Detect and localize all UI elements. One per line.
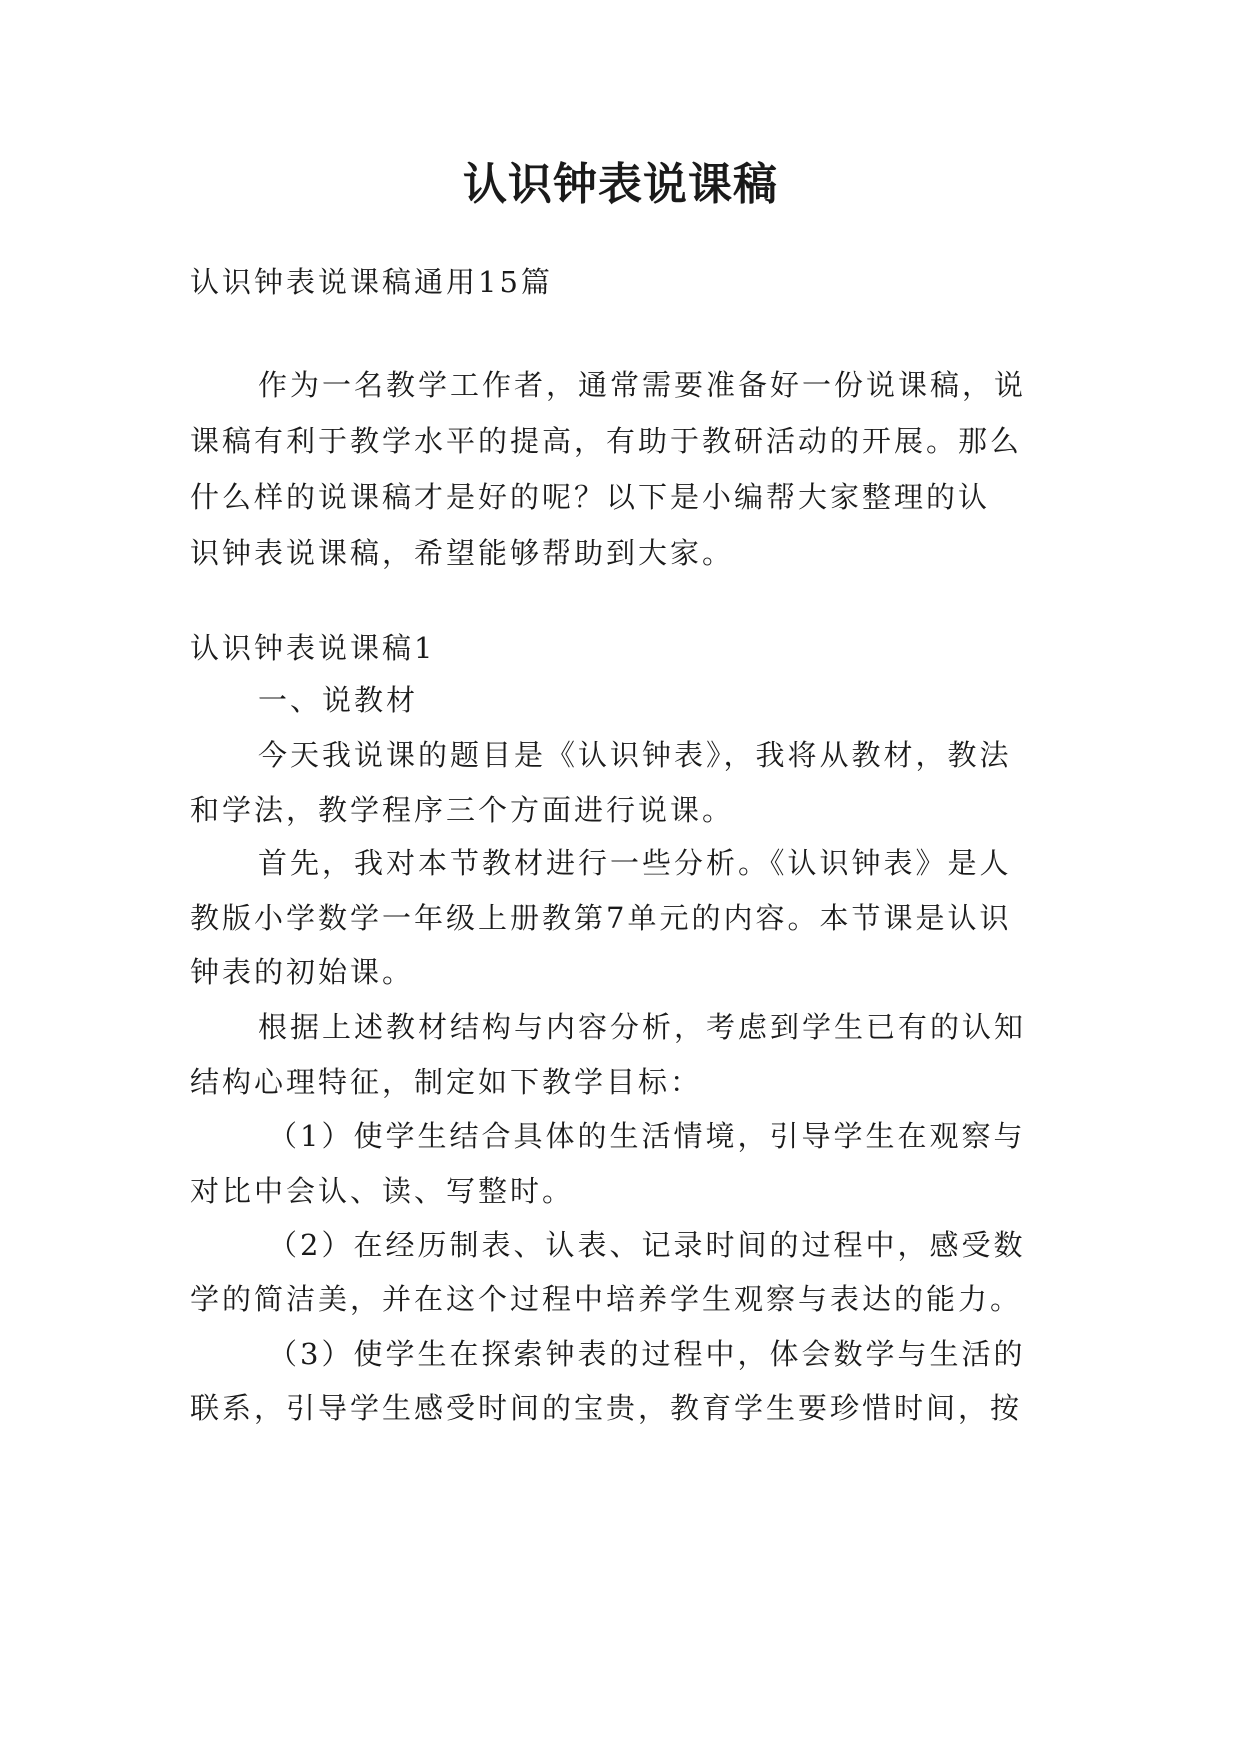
document-subtitle: 认识钟表说课稿通用15篇: [190, 265, 553, 299]
body-line-1: 今天我说课的题目是《认识钟表》，我将从教材，教法: [258, 738, 1012, 772]
section-subheading: 一、说教材: [258, 683, 419, 717]
body-line-3: 首先，我对本节教材进行一些分析。《认识钟表》是人: [258, 846, 1012, 880]
body-line-9: 对比中会认、读、写整时。: [190, 1174, 575, 1208]
body-line-12: （3）使学生在探索钟表的过程中，体会数学与生活的: [268, 1337, 1026, 1371]
body-line-11: 学的简洁美，并在这个过程中培养学生观察与表达的能力。: [190, 1282, 1023, 1316]
intro-line-4: 识钟表说课稿，希望能够帮助到大家。: [190, 536, 735, 570]
intro-line-3: 什么样的说课稿才是好的呢？以下是小编帮大家整理的认: [190, 480, 991, 514]
document-title: 认识钟表说课稿: [463, 159, 778, 210]
section-heading: 认识钟表说课稿1: [190, 631, 436, 665]
body-line-2: 和学法，教学程序三个方面进行说课。: [190, 793, 735, 827]
body-line-5: 钟表的初始课。: [190, 955, 415, 989]
body-line-6: 根据上述教材结构与内容分析，考虑到学生已有的认知: [258, 1010, 1027, 1044]
body-line-8: （1）使学生结合具体的生活情境，引导学生在观察与: [268, 1119, 1026, 1153]
body-line-13: 联系，引导学生感受时间的宝贵，教育学生要珍惜时间，按: [190, 1391, 1023, 1425]
body-line-7: 结构心理特征，制定如下教学目标：: [190, 1065, 703, 1099]
body-line-10: （2）在经历制表、认表、记录时间的过程中，感受数: [268, 1228, 1026, 1262]
intro-line-2: 课稿有利于教学水平的提高，有助于教研活动的开展。那么: [190, 424, 1023, 458]
body-line-4: 教版小学数学一年级上册教第7单元的内容。本节课是认识: [190, 901, 1012, 935]
intro-line-1: 作为一名教学工作者，通常需要准备好一份说课稿，说: [258, 368, 1027, 402]
